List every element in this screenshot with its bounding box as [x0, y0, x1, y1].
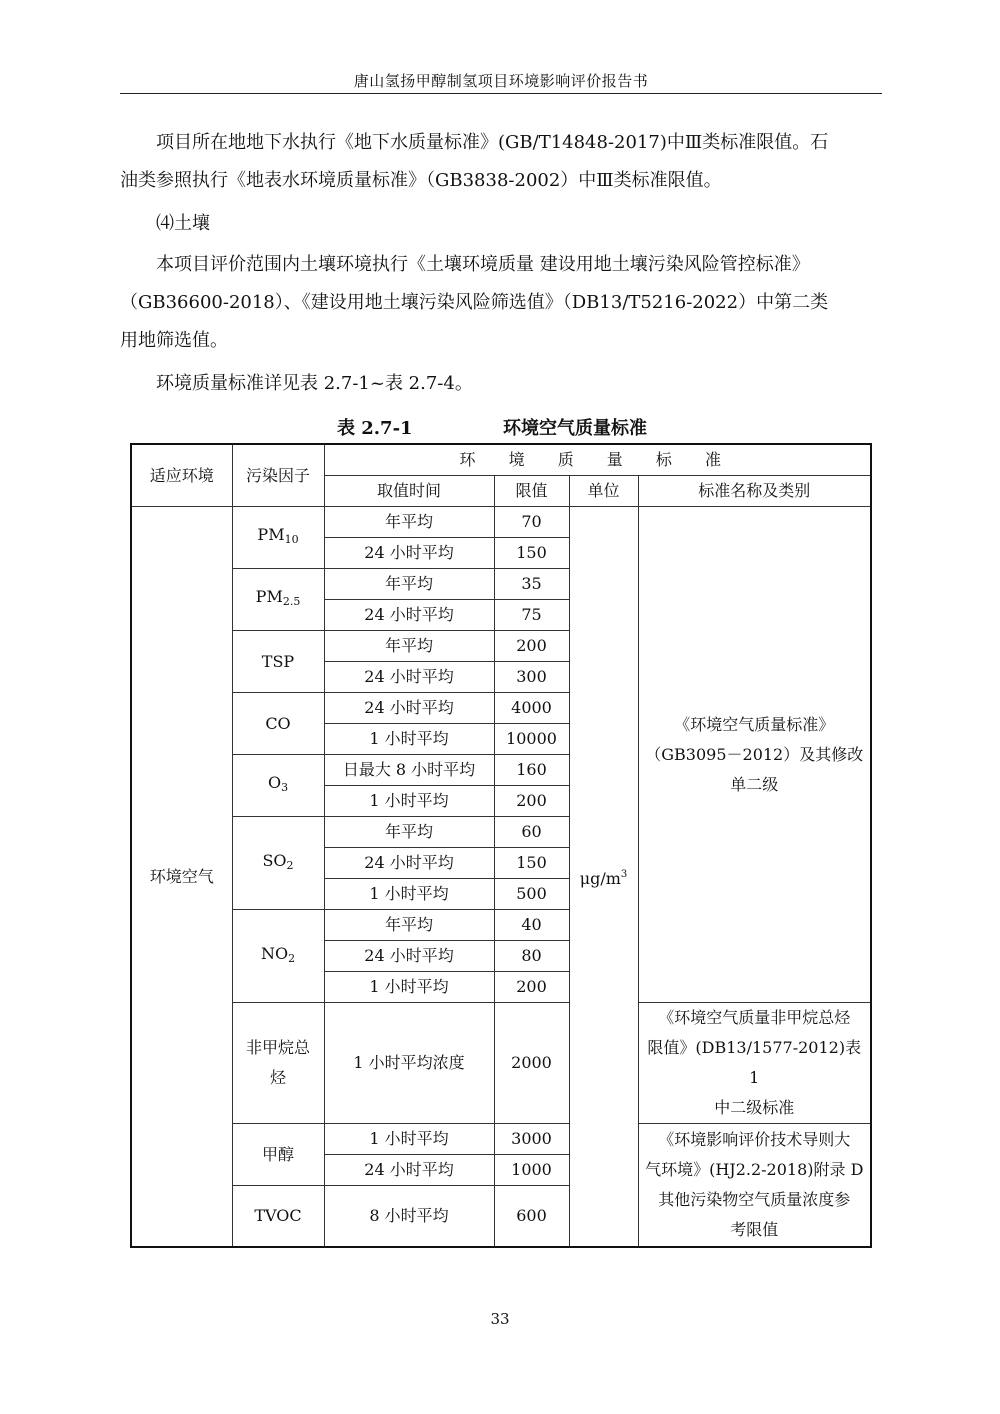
table-title: 环境空气质量标准 [503, 418, 647, 439]
factor-methanol: 甲醇 [232, 1124, 324, 1186]
standard-line: 考限值 [730, 1220, 779, 1239]
time-cell: 8 小时平均 [324, 1186, 494, 1248]
standard-line: 气环境》(HJ2.2-2018)附录 D [645, 1160, 864, 1179]
unit-base: μg/m [579, 868, 621, 888]
time-cell: 24 小时平均 [324, 1155, 494, 1186]
header-environment: 适应环境 [131, 444, 232, 507]
table-caption [130, 414, 870, 442]
standard-line: 《环境影响评价技术导则大 [658, 1130, 851, 1149]
factor-o3 [232, 755, 324, 817]
standard-line: 其他污染物空气质量浓度参 [658, 1190, 851, 1209]
limit-cell: 500 [494, 879, 569, 910]
factor-tsp: TSP [232, 631, 324, 693]
limit-cell: 300 [494, 662, 569, 693]
standard-hj22 [638, 1124, 871, 1248]
time-cell: 1 小时平均 [324, 879, 494, 910]
standard-db13 [638, 1003, 871, 1124]
groundwater-line-2: 油类参照执行《地表水环境质量标准》（GB3838-2002）中Ⅲ类标准限值。 [120, 170, 722, 191]
factor-base: NO [260, 943, 289, 963]
limit-cell: 2000 [494, 1003, 569, 1124]
factor-subscript: 2.5 [282, 595, 301, 608]
limit-cell: 150 [494, 538, 569, 569]
time-cell: 24 小时平均 [324, 693, 494, 724]
time-cell: 日最大 8 小时平均 [324, 755, 494, 786]
time-cell: 年平均 [324, 507, 494, 538]
time-cell: 24 小时平均 [324, 600, 494, 631]
air-quality-standard-table [130, 443, 872, 1248]
header-time: 取值时间 [324, 476, 494, 507]
page-number: 33 [490, 1310, 510, 1328]
limit-cell: 150 [494, 848, 569, 879]
factor-subscript: 2 [288, 951, 296, 965]
standard-line: 《环境空气质量非甲烷总烃 [658, 1008, 851, 1027]
factor-subscript: 10 [284, 533, 299, 546]
time-cell: 年平均 [324, 569, 494, 600]
time-cell: 1 小时平均 [324, 972, 494, 1003]
table-header-row-1 [131, 444, 871, 476]
standard-line: 单二级 [730, 774, 779, 794]
limit-cell: 75 [494, 600, 569, 631]
time-cell: 24 小时平均 [324, 848, 494, 879]
factor-nmhc: 非甲烷总烃 [232, 1003, 324, 1124]
limit-cell: 35 [494, 569, 569, 600]
factor-co: CO [232, 693, 324, 755]
factor-pm10 [232, 507, 324, 569]
limit-cell: 200 [494, 631, 569, 662]
factor-base: PM [257, 525, 285, 544]
time-cell: 24 小时平均 [324, 538, 494, 569]
header-factor: 污染因子 [232, 444, 324, 507]
factor-base: PM [255, 587, 283, 606]
table-row [131, 1124, 871, 1155]
limit-cell: 1000 [494, 1155, 569, 1186]
header-divider [120, 93, 882, 94]
standard-gb3095 [638, 507, 871, 1003]
standard-line: 限值》(DB13/1577-2012)表 1 [647, 1038, 862, 1087]
soil-heading [120, 205, 882, 243]
header-group: 环 境 质 量 标 准 [324, 444, 871, 476]
time-cell: 年平均 [324, 910, 494, 941]
time-cell: 1 小时平均 [324, 1124, 494, 1155]
factor-so2 [232, 817, 324, 910]
time-cell: 1 小时平均浓度 [324, 1003, 494, 1124]
soil-line-2: （GB36600-2018）、《建设用地土壤污染风险筛选值》（DB13/T5216-2022）中第二类 [120, 292, 829, 313]
factor-subscript: 2 [286, 858, 294, 872]
limit-cell: 60 [494, 817, 569, 848]
soil-paragraph [120, 246, 882, 360]
limit-cell: 4000 [494, 693, 569, 724]
time-cell: 24 小时平均 [324, 941, 494, 972]
table-row [131, 507, 871, 538]
standard-line: 中二级标准 [714, 1098, 795, 1117]
unit-cell [569, 507, 638, 1248]
factor-subscript: 3 [281, 781, 289, 794]
table-reference-text: 环境质量标准详见表 2.7-1~表 2.7-4。 [156, 373, 473, 394]
groundwater-paragraph [120, 124, 882, 200]
limit-cell: 160 [494, 755, 569, 786]
time-cell: 年平均 [324, 631, 494, 662]
factor-no2 [232, 910, 324, 1003]
table-number: 表 2.7-1 [337, 418, 413, 439]
time-cell: 年平均 [324, 817, 494, 848]
unit-superscript: 3 [620, 868, 628, 880]
limit-cell: 40 [494, 910, 569, 941]
standard-line: （GB3095－2012）及其修改 [645, 744, 864, 764]
soil-heading-text: ⑷土壤 [156, 213, 210, 234]
time-cell: 1 小时平均 [324, 724, 494, 755]
limit-cell: 3000 [494, 1124, 569, 1155]
time-cell: 24 小时平均 [324, 662, 494, 693]
limit-cell: 70 [494, 507, 569, 538]
limit-cell: 200 [494, 972, 569, 1003]
limit-cell: 10000 [494, 724, 569, 755]
header-unit: 单位 [569, 476, 638, 507]
groundwater-line-1: 项目所在地地下水执行《地下水质量标准》(GB/T14848-2017)中Ⅲ类标准限值。石 [156, 132, 829, 153]
soil-line-3: 用地筛选值。 [120, 330, 228, 351]
factor-pm25 [232, 569, 324, 631]
factor-tvoc: TVOC [232, 1186, 324, 1248]
standard-line: 《环境空气质量标准》 [674, 714, 835, 734]
environment-cell: 环境空气 [131, 507, 232, 1248]
header-limit: 限值 [494, 476, 569, 507]
factor-base: O [267, 773, 282, 792]
time-cell: 1 小时平均 [324, 786, 494, 817]
limit-cell: 200 [494, 786, 569, 817]
header-standard: 标准名称及类别 [638, 476, 871, 507]
table-row [131, 1003, 871, 1124]
factor-base: SO [262, 850, 287, 870]
table-reference-paragraph [120, 365, 882, 403]
limit-cell: 600 [494, 1186, 569, 1248]
running-header: 唐山氢扬甲醇制氢项目环境影响评价报告书 [353, 72, 649, 90]
soil-line-1: 本项目评价范围内土壤环境执行《土壤环境质量 建设用地土壤污染风险管控标准》 [156, 254, 810, 275]
limit-cell: 80 [494, 941, 569, 972]
